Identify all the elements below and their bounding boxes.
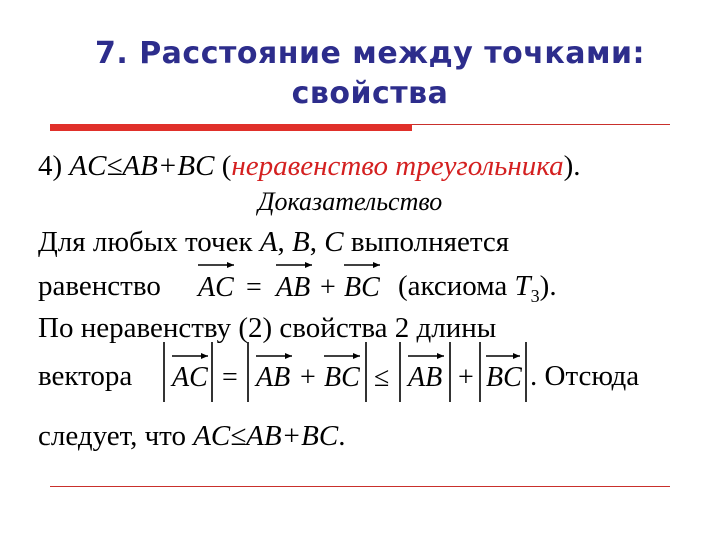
conclusion-period: . — [338, 420, 346, 452]
point-a: A — [259, 226, 278, 258]
triangle-inequality-formula: AC≤AB+BC — [69, 150, 215, 182]
paren-close: ). — [563, 150, 581, 182]
vector-ac: AC — [198, 272, 234, 303]
vector-bc-3: BC — [486, 362, 522, 393]
proof-text-1a: Для любых точек — [38, 226, 260, 258]
vector-bc-2: BC — [324, 362, 360, 393]
item-number: 4) — [38, 150, 70, 182]
proof-text-1b: выполняется — [343, 226, 510, 258]
axiom-subscript: 3 — [530, 285, 540, 306]
vector-equality-formula — [186, 254, 396, 308]
paren-open: ( — [214, 150, 232, 182]
vector-bc: BC — [344, 272, 380, 303]
comma-1: , — [277, 226, 293, 258]
equals-sign-2: = — [222, 362, 238, 393]
proof-line-3: По неравенству (2) свойства 2 длины — [38, 312, 497, 344]
conclusion-text: следует, что — [38, 420, 194, 452]
title-line-2: свойства — [291, 76, 449, 111]
point-c: C — [324, 226, 344, 258]
plus-sign-3: + — [458, 362, 474, 393]
proof-line-4-label: вектора — [38, 360, 133, 392]
vector-ab-3: AB — [408, 362, 443, 393]
length-inequality-formula — [150, 340, 530, 404]
comma-2: , — [309, 226, 325, 258]
proof-line-2-label: равенство — [38, 270, 161, 302]
equals-sign: = — [246, 272, 262, 303]
axiom-symbol: T — [514, 270, 531, 302]
axiom-reference — [398, 268, 557, 314]
plus-sign-2: + — [300, 362, 316, 393]
point-b: B — [292, 226, 310, 258]
footer-rule — [50, 486, 670, 487]
less-equal-sign: ≤ — [374, 362, 390, 393]
plus-sign: + — [320, 272, 336, 303]
proof-heading: Доказательство — [258, 187, 443, 216]
slide-title — [40, 34, 700, 114]
vector-ab-2: AB — [256, 362, 291, 393]
conclusion-formula: AC≤AB+BC — [193, 420, 339, 452]
triangle-inequality-name: неравенство треугольника — [231, 150, 564, 182]
conclusion-line — [38, 418, 345, 454]
vector-ab: AB — [276, 272, 311, 303]
vector-ac-2: AC — [172, 362, 208, 393]
title-accent-bar — [50, 124, 412, 131]
proof-line-4-tail: . Отсюда — [530, 360, 640, 392]
statement-line — [38, 148, 581, 184]
axiom-text: (аксиома — [398, 270, 515, 302]
axiom-close: ). — [539, 270, 557, 302]
title-line-1: 7. Расстояние между точками: — [94, 36, 645, 71]
